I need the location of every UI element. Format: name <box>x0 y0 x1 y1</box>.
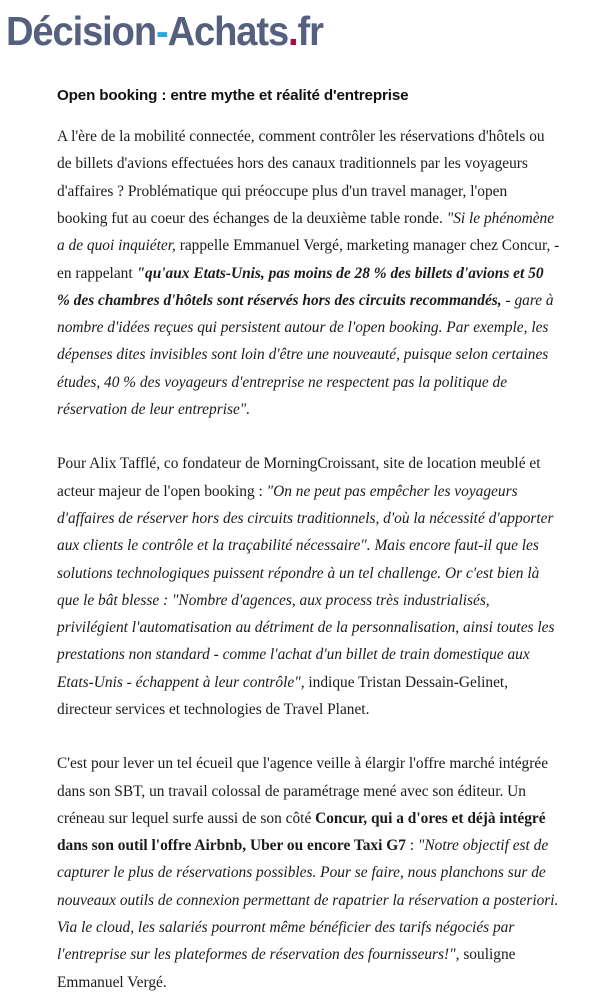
logo-dash: - <box>156 8 168 54</box>
logo-text-decision: Décision <box>6 8 157 54</box>
paragraph-run: souligne Emmanuel Vergé. <box>57 946 516 991</box>
article-paragraph-3 <box>57 750 560 996</box>
paragraph-run: C'est pour lever un tel écueil que l'agence veille à élargir l'offre marché intégrée dans son SBT, un travail colossal de paramétrage mené avec son éditeur. Un créneau sur lequel surfe aussi de son côté <box>57 755 549 827</box>
paragraph-run-emphasis: Concur, qui a d'ores et déjà intégré dans son outil l'offre Airbnb, Uber ou encore Taxi G7 <box>57 809 546 855</box>
paragraph-run: Pour Alix Tafflé, co fondateur de MorningCroissant, site de location meublé et acteur majeur de l'open booking : <box>57 455 541 500</box>
logo-text-fr: fr <box>297 8 323 54</box>
paragraph-run: : <box>405 837 418 855</box>
paragraph-run-quote: "Notre objectif est de capturer le plus de réservations possibles. Pour se faire, nous planchons sur de nouveaux outils de connexion permettant de rapatrier la réservation a posteriori. Via le cloud, les salariés pourront même bénéficier des tarifs négociés par l'entreprise sur les plateformes de réservation des fournisseurs!", <box>57 837 559 964</box>
paragraph-run: A l'ère de la mobilité connectée, comment contrôler les réservations d'hôtels ou de billets d'avions effectuées hors des canaux traditionnels par les voyageurs d'affaires ? Problématique qui préoccupe plus d'un travel manager, l'open booking fut au coeur des échanges de la deuxième table ronde. <box>57 128 545 227</box>
paragraph-run: rappelle Emmanuel Vergé, marketing manager chez Concur, -en rappelant <box>57 237 560 282</box>
paragraph-run: indique Tristan Dessain-Gelinet, directeur services et technologies de Travel Planet. <box>57 673 509 718</box>
paragraph-run-quote: - gare à nombre d'idées reçues qui persistent autour de l'open booking. Par exemple, les dépenses dites invisibles sont loin d'être une nouveauté, puisque selon certaines études, 40 % des voyageurs d'entreprise ne respectent pas la politique de réservation de leur entreprise". <box>57 291 554 419</box>
article-body <box>57 123 560 996</box>
paragraph-run-quote: "On ne peut pas empêcher les voyageurs d'affaires de réserver hors des circuits traditionnels, d'où la nécessité d'apporter aux clients le contrôle et la traçabilité nécessaire". Mais encore faut-il que les solutions technologiques puissent répondre à un tel challenge. Or c'est bien là que le bât blesse : "Nombre d'agences, aux process très industrialisés, privilégient l'automatisation au détriment de la personnalisation, ainsi toutes les prestations non standard - comme l'achat d'un billet de train domestique aux Etats-Unis - échappent à leur contrôle", <box>57 482 555 691</box>
logo-text-achats: Achats <box>167 8 289 54</box>
article-paragraph-1 <box>57 123 560 423</box>
logo-dot: . <box>288 8 298 54</box>
article-paragraph-2 <box>57 450 560 723</box>
paragraph-run-quote: "Si le phénomène a de quoi inquiéter, <box>57 209 555 255</box>
page-title: Open booking : entre mythe et réalité d'entreprise <box>57 87 409 105</box>
site-logo[interactable] <box>6 10 558 53</box>
site-masthead <box>0 0 600 59</box>
paragraph-run-emphasis: "qu'aux Etats-Unis, pas moins de 28 % des billets d'avions et 50 % des chambres d'hôtels sont réservés hors des circuits recommandés, <box>57 264 544 309</box>
